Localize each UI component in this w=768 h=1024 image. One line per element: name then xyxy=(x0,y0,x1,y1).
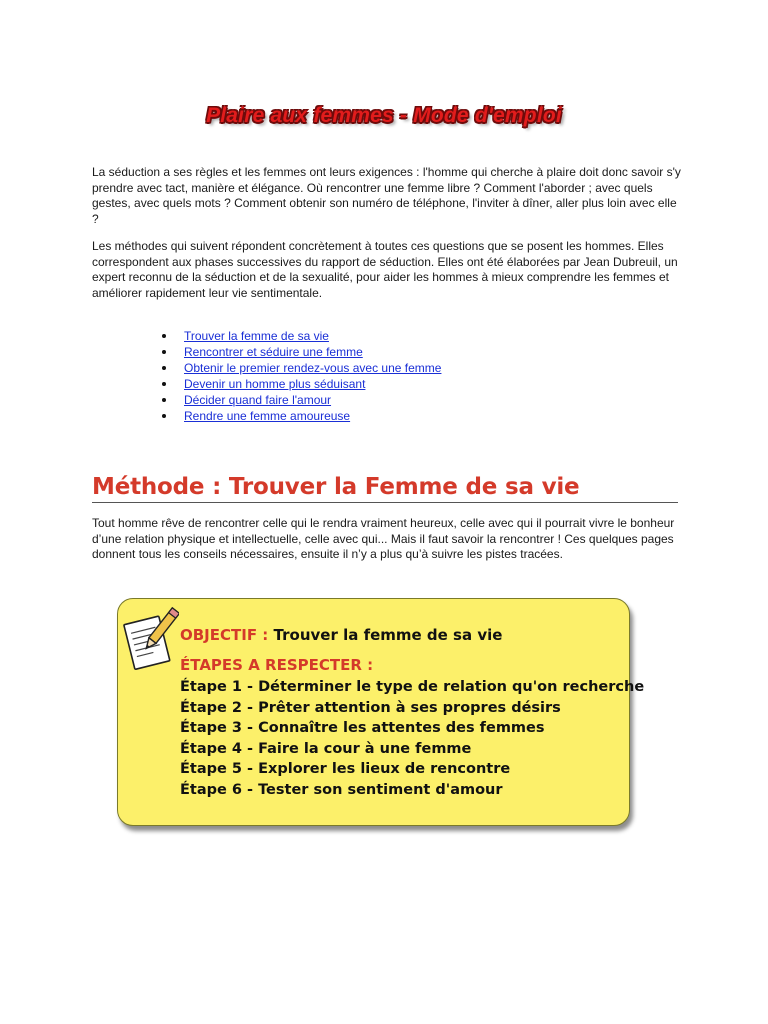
page-title: Plaire aux femmes - Mode d'emploi xyxy=(206,104,562,127)
bullet-icon xyxy=(162,350,166,354)
list-item xyxy=(160,408,441,424)
list-item xyxy=(160,344,441,360)
step-item: Étape 5 - Explorer les lieux de rencontre xyxy=(180,761,511,777)
bullet-icon xyxy=(162,334,166,338)
section-paragraph: Tout homme rêve de rencontrer celle qui le rendra vraiment heureux, celle avec qui il pourrait vivre le bonheur d’une relation physique et intellectuelle, celle avec qui... Mais il faut savoir la rencontrer ! Ces quelques pages donnent tous les conseils nécessaires, ensuite il n’y a plus qu’à suivre les pistes tracées. xyxy=(92,516,675,561)
toc-link-amoureuse[interactable]: Rendre une femme amoureuse xyxy=(184,409,351,423)
list-item xyxy=(160,392,441,408)
step-item: Étape 4 - Faire la cour à une femme xyxy=(180,740,472,757)
bullet-icon xyxy=(162,382,166,386)
toc-link-seduisant[interactable]: Devenir un homme plus séduisant xyxy=(184,377,366,391)
objective-line xyxy=(180,626,502,644)
step-item: Étape 2 - Prêter attention à ses propres désirs xyxy=(180,699,561,716)
bullet-icon xyxy=(162,366,166,370)
step-item: Étape 3 - Connaître les attentes des femmes xyxy=(180,720,545,736)
bullet-icon xyxy=(162,398,166,402)
list-item xyxy=(160,328,441,344)
toc-link-rencontrer[interactable]: Rencontrer et séduire une femme xyxy=(184,345,363,359)
toc-link-trouver[interactable]: Trouver la femme de sa vie xyxy=(184,329,329,343)
intro-paragraph-2: Les méthodes qui suivent répondent concrètement à toutes ces questions que se posent les hommes. Elles correspondent aux phases successives du rapport de séduction. Elles ont été élaborées par Jean Dubreuil, un expert reconnu de la séduction et de la sexualité, pour aider les hommes à mieux comprendre les femmes et améliorer rapidement leur vie sentimentale. xyxy=(92,239,678,300)
intro-paragraph-1: La séduction a ses règles et les femmes ont leurs exigences : l'homme qui cherche à plaire doit donc savoir s'y prendre avec tact, manière et élégance. Où rencontrer une femme libre ? Comment l'aborder ; avec quels gestes, avec quels mots ? Comment obtenir son numéro de téléphone, l'inviter à dîner, aller plus loin avec elle ? xyxy=(92,165,681,226)
step-item: Étape 1 - Déterminer le type de relation qu'on recherche xyxy=(180,679,645,695)
objective-label: OBJECTIF : xyxy=(180,626,269,644)
list-item xyxy=(160,376,441,392)
section-heading: Méthode : Trouver la Femme de sa vie xyxy=(92,474,678,503)
bullet-icon xyxy=(162,414,166,418)
pencil-and-paper-icon xyxy=(121,603,179,677)
toc-link-rendez-vous[interactable]: Obtenir le premier rendez-vous avec une femme xyxy=(184,361,442,375)
objective-value: Trouver la femme de sa vie xyxy=(273,626,503,644)
toc-link-amour[interactable]: Décider quand faire l'amour xyxy=(184,393,332,407)
steps-list xyxy=(180,677,644,800)
list-item xyxy=(160,360,441,376)
steps-title: ÉTAPES A RESPECTER : xyxy=(180,656,374,674)
table-of-contents xyxy=(160,328,441,424)
step-item: Étape 6 - Tester son sentiment d'amour xyxy=(180,781,503,798)
